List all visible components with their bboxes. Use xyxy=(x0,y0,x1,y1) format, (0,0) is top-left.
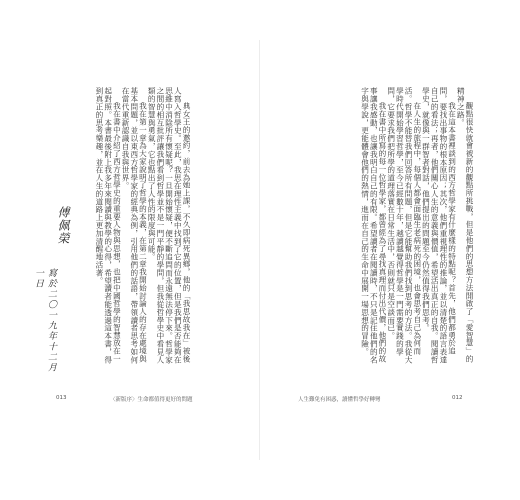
right-text-block xyxy=(293,87,473,364)
signature-date: 寫於二〇一九年十二月一日 xyxy=(33,268,56,373)
page-number: 012 xyxy=(452,395,463,401)
running-head: 人生難免有困惑，讀懂哲學好轉彎 xyxy=(298,397,381,403)
page-number: 013 xyxy=(56,395,67,401)
right-page xyxy=(260,40,508,460)
paragraph: 在人生的旅程中，每個人都會面臨生老病死的困境，也會思考自己為何而活。哲學不能替我們回答所有問題，但是它能幫助我們找到思考的方法。我從大學時代開始學習哲學，至今已經數十年，越讀越覺得哲學是一門需要實踐的學問，它要求我們把所學的道理落實在日常生活中，否則就只是空談而已。 xyxy=(386,87,422,364)
left-page xyxy=(12,40,260,460)
paragraph: 我在這本書裡談到的西方哲學家有什麼樣的特點呢？首先，他們都勇於追問，要找出事物的根本原因；其次，他們重視理性的推論，並以清楚的語言表達自己的看法；再者，他們關心人生的意義與價值，希望活出真正的自我。閱讀哲學史，就像與一群智者對話，他們提出的問題至今仍然值得我們思考。 xyxy=(421,87,457,364)
paragraph: 典女王的邀約，前去為她上課，不久即病死異鄉，他的「我思故我在」被後人寫入哲學史。至此，我思在理性主義中找到了它的位置，但是我們是否能夠在思維中消除所有懷疑呢？一旦開始懷疑，便不斷追問而永遠無法停下來。哲學家之間的相互批評讓我們看到哲學並不是一門平靜的學問，但我從哲學史中看見人類的智慧與勇氣，它也點出了人性的限度與可能。 xyxy=(147,87,191,364)
running-head: 〈新版序〉生命都值得更好的問題 xyxy=(110,397,193,403)
paragraph: 我在書中所寫的每一位哲學家，都曾經為了尋找真理而付出代價，他們的故事讓我感動，也讓我明白自己的有限。希望讀者在閱讀時，不只是記住他們的名字與學說，更能體會他們的熱情，進而在自己的生命中展開一場思想的冒險。 xyxy=(360,87,387,364)
paragraph: 我在第一章為大家說明了哲學的本義，在第二章我開始討論人的存在處境與基本問題，並以東西方哲學家的經典為例，引用他們的話語，帶領讀者思考如何在當代重新認識自我與世界。 xyxy=(121,87,148,364)
author-signature xyxy=(33,206,78,376)
paragraph: 觀點很快就會被新的觀點所挑戰，但是他們的思想方法開啟了「愛智慧」的精神之路。 xyxy=(456,87,474,363)
book-spread xyxy=(12,40,508,460)
signature-name: 傅佩榮 xyxy=(56,206,70,245)
paragraph: 我在書中介紹了西方哲學史的重要人物與思想，也把中國哲學的智慧放在一起對照。本書最後附上我多年來閱讀與教學的心得，希望讀者能透過這本書，得到真正的思考樂趣，並在人生的道路上更加清醒地活著。 xyxy=(94,87,122,364)
